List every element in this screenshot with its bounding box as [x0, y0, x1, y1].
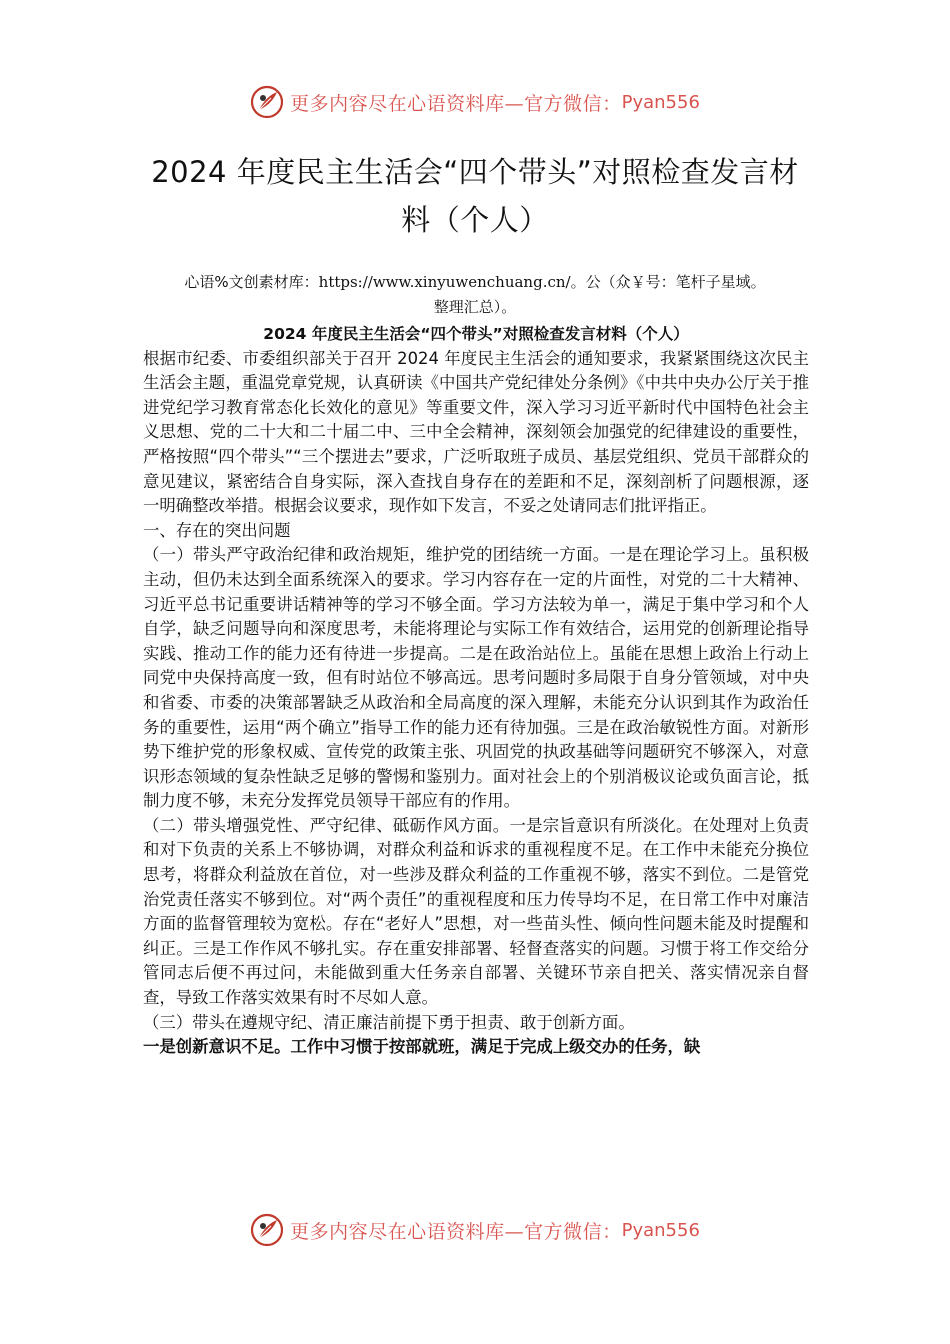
paragraph-item-3-heading: （三）带头在遵规守纪、清正廉洁前提下勇于担责、敢于创新方面。 [143, 1012, 635, 1032]
document-body [143, 322, 809, 1060]
paragraph-item-1: （一）带头严守政治纪律和政治规矩，维护党的团结统一方面。一是在理论学习上。虽积极主动，但仍未达到全面系统深入的要求。学习内容存在一定的片面性，对党的二十大精神、习近平总书记重要讲话精神等的学习不够全面。学习方法较为单一，满足于集中学习和个人自学，缺乏问题导向和深度思考，未能将理论与实际工作有效结合，运用党的创新理论指导实践、推动工作的能力还有待进一步提高。二是在政治站位上。虽能在思想上政治上行动上同党中央保持高度一致，但有时站位不够高远。思考问题时多局限于自身分管领域，对中央和省委、市委的决策部署缺乏从政治和全局高度的深入理解，未能充分认识到其作为政治任务的重要性，运用“两个确立”指导工作的能力还有待加强。三是在政治敏锐性方面。对新形势下维护党的形象权威、宣传党的政策主张、巩固党的执政基础等问题研究不够深入，对意识形态领域的复杂性缺乏足够的警惕和鉴别力。面对社会上的个别消极议论或负面言论，抵制力度不够，未充分发挥党员领导干部应有的作用。 [143, 545, 809, 811]
source-url: https://www.xinyuwenchuang.cn/ [318, 273, 571, 291]
source-note [140, 270, 810, 320]
title-line-1: 2024 年度民主生活会“四个带头”对照检查发言材 [151, 155, 799, 189]
document-title [120, 148, 830, 244]
banner-text: 更多内容尽在心语资料库—官方微信： [290, 1220, 622, 1243]
feather-pen-logo-icon [250, 1213, 284, 1247]
section-heading-1: 一、存在的突出问题 [143, 520, 291, 540]
source-suffix: 。公（众￥号：笔杆子星域。 [570, 273, 766, 291]
source-prefix: 心语%文创素材库： [184, 273, 319, 291]
paragraph-bold-lead: 一是创新意识不足。工作中习惯于按部就班，满足于完成上级交办的任务，缺 [143, 1037, 701, 1057]
banner-text: 更多内容尽在心语资料库—官方微信： [290, 92, 622, 115]
paragraph-intro: 根据市纪委、市委组织部关于召开 2024 年度民主生活会的通知要求，我紧紧围绕这次民主生活会主题，重温党章党规，认真研读《中国共产党纪律处分条例》《中共中央办公厅关于推进党纪学习教育常态化长效化的意见》等重要文件，深入学习习近平新时代中国特色社会主义思想、党的二十大和二十届二中、三中全会精神，深刻领会加强党的纪律建设的重要性，严格按照“四个带头”“三个摆进去”要求，广泛听取班子成员、基层党组织、党员干部群众的意见建议，紧密结合自身实际，深入查找自身存在的差距和不足，深刻剖析了问题根源，逐一明确整改举措。根据会议要求，现作如下发言，不妥之处请同志们批评指正。 [143, 348, 809, 516]
feather-pen-logo-icon [250, 85, 284, 119]
source-line-2: 整理汇总）。 [433, 298, 517, 316]
bottom-banner [0, 1210, 950, 1250]
document-subtitle: 2024 年度民主生活会“四个带头”对照检查发言材料（个人） [263, 325, 689, 343]
paragraph-item-2: （二）带头增强党性、严守纪律、砥砺作风方面。一是宗旨意识有所淡化。在处理对上负责和对下负责的关系上不够协调，对群众利益和诉求的重视程度不足。在工作中未能充分换位思考，将群众利益放在首位，对一些涉及群众利益的工作重视不够，落实不到位。二是管党治党责任落实不够到位。对“两个责任”的重视程度和压力传导均不足，在日常工作中对廉洁方面的监督管理较为宽松。存在“老好人”思想，对一些苗头性、倾向性问题未能及时提醒和纠正。三是工作作风不够扎实。存在重安排部署、轻督查落实的问题。习惯于将工作交给分管同志后便不再过问，未能做到重大任务亲自部署、关键环节亲自把关、落实情况亲自督查，导致工作落实效果有时不尽如人意。 [143, 815, 809, 1008]
banner-wechat-id: Pyan556 [621, 1219, 700, 1241]
top-banner [0, 82, 950, 122]
banner-wechat-id: Pyan556 [621, 91, 700, 113]
source-line-1 [140, 270, 810, 295]
title-line-2: 料（个人） [401, 203, 549, 237]
